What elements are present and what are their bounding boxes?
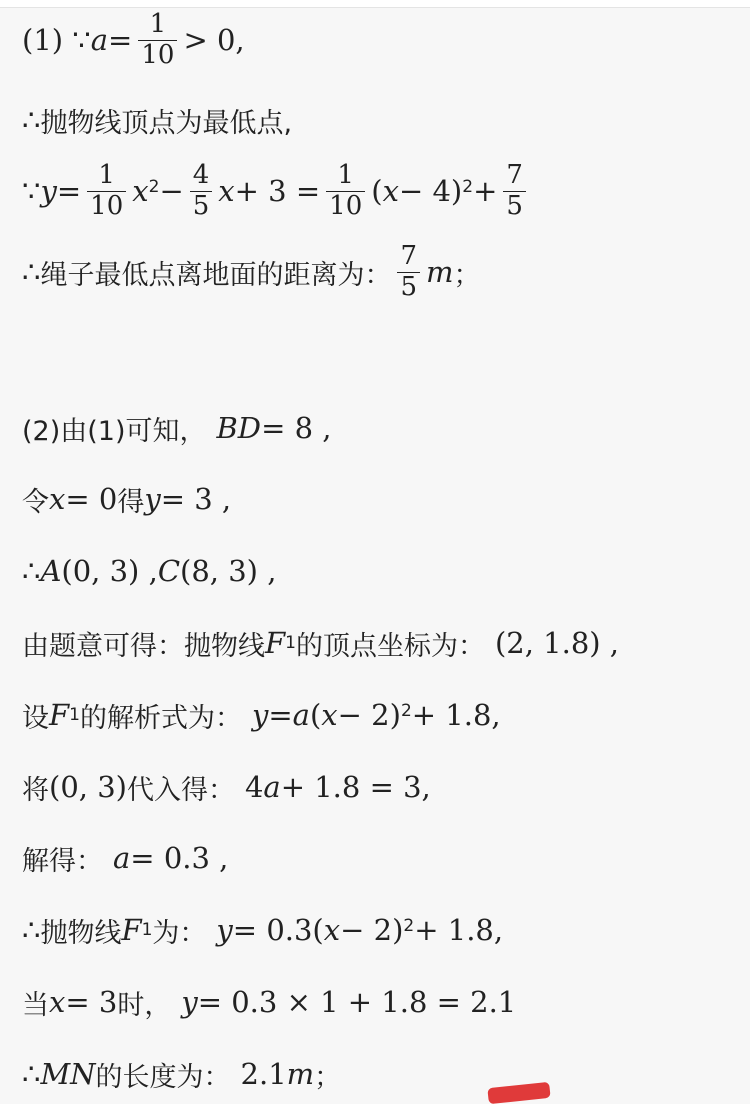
math-variable: m bbox=[286, 1057, 315, 1091]
math-text: = 3 bbox=[65, 985, 118, 1019]
math-text: ∴ bbox=[22, 1057, 41, 1091]
solution-line-p2-mn bbox=[22, 1052, 341, 1096]
superscript: 2 bbox=[400, 701, 412, 721]
math-variable: F bbox=[49, 698, 70, 732]
text-run: 代入得： bbox=[126, 774, 235, 806]
text-run: ； bbox=[453, 259, 481, 291]
superscript: 2 bbox=[462, 177, 474, 197]
math-text: = bbox=[56, 174, 82, 208]
solution-line-p2-f1-vertex bbox=[22, 621, 619, 665]
math-text: + 1.8, bbox=[414, 913, 504, 947]
superscript: 2 bbox=[148, 177, 160, 197]
solution-line-p2-substitute bbox=[22, 765, 431, 809]
text-run: 抛物线顶点为最低点, bbox=[40, 107, 293, 139]
text-run: 抛物线 bbox=[40, 917, 122, 949]
math-variable: y bbox=[216, 913, 233, 947]
red-highlight-mark bbox=[487, 1082, 550, 1104]
math-text: − bbox=[159, 174, 184, 208]
math-variable: x bbox=[321, 698, 338, 732]
fraction-denominator: 10 bbox=[90, 190, 124, 221]
math-variable: a bbox=[113, 841, 131, 875]
math-variable: MN bbox=[40, 1057, 96, 1091]
text-run: 解得： bbox=[22, 845, 103, 877]
top-divider bbox=[0, 0, 750, 8]
fraction bbox=[397, 242, 420, 303]
math-variable: x bbox=[218, 174, 235, 208]
fraction-numerator: 4 bbox=[192, 159, 210, 190]
text-run: 令 bbox=[22, 486, 49, 518]
subscript: 1 bbox=[285, 633, 296, 653]
text-run: 设 bbox=[22, 702, 49, 734]
superscript: 2 bbox=[403, 916, 415, 936]
math-text: = 0.3 × 1 + 1.8 = 2.1 bbox=[197, 985, 517, 1019]
fraction-denominator: 10 bbox=[329, 190, 363, 221]
fraction bbox=[326, 161, 365, 222]
text-run: ； bbox=[314, 1061, 342, 1093]
math-variable: y bbox=[144, 482, 161, 516]
solution-line-p1-vertex-form bbox=[22, 155, 532, 227]
subscript: 1 bbox=[69, 705, 80, 725]
math-variable: y bbox=[40, 174, 57, 208]
math-variable: x bbox=[132, 174, 149, 208]
solution-line-p2-f1-result bbox=[22, 907, 503, 953]
fraction-denominator: 5 bbox=[400, 271, 417, 302]
math-text: = 8 , bbox=[261, 411, 332, 445]
solution-line-p1-vertex-lowest bbox=[22, 98, 292, 142]
solution-line-p1-answer bbox=[22, 234, 481, 310]
math-text: 4 bbox=[244, 770, 264, 804]
math-text: (8, 3) , bbox=[180, 554, 277, 588]
math-text: (2, 1.8) , bbox=[494, 626, 620, 660]
fraction bbox=[87, 161, 126, 222]
text-run: (2)由(1)可知， bbox=[22, 415, 207, 447]
fraction bbox=[503, 161, 526, 222]
text-run: 将 bbox=[22, 774, 49, 806]
solution-line-p2-x3 bbox=[22, 980, 516, 1024]
math-variable: y bbox=[251, 698, 269, 732]
math-text: ∵ bbox=[22, 174, 41, 208]
math-variable: x bbox=[323, 913, 341, 947]
math-text: ( bbox=[309, 698, 322, 732]
math-variable: F bbox=[265, 626, 286, 660]
math-text: = bbox=[108, 23, 133, 57]
math-variable: y bbox=[181, 985, 198, 1019]
math-text: ∴ bbox=[22, 913, 41, 947]
text-run: 由题意可得：抛物线 bbox=[22, 630, 265, 662]
math-text: ∴ bbox=[22, 103, 41, 137]
math-variable: a bbox=[292, 698, 310, 732]
math-text: ( bbox=[371, 174, 383, 208]
math-variable: a bbox=[263, 770, 281, 804]
text-run: 的长度为： bbox=[95, 1061, 231, 1093]
math-variable: F bbox=[121, 913, 142, 947]
fraction-denominator: 10 bbox=[141, 39, 175, 70]
math-variable: x bbox=[382, 174, 399, 208]
math-text: − 4) bbox=[398, 174, 463, 208]
text-run: 的顶点坐标为： bbox=[295, 630, 485, 662]
text-run: 时， bbox=[117, 989, 172, 1021]
text-run: 的解析式为： bbox=[79, 702, 242, 734]
fraction-denominator: 5 bbox=[506, 190, 523, 221]
subscript: 1 bbox=[141, 920, 153, 940]
fraction-numerator: 1 bbox=[337, 159, 354, 190]
math-text: > 0, bbox=[183, 23, 245, 57]
math-text: + 3 = bbox=[234, 174, 321, 208]
math-text: = 3 , bbox=[160, 482, 232, 516]
math-variable: x bbox=[49, 482, 66, 516]
math-text: ∴ bbox=[22, 554, 41, 588]
math-text: − 2) bbox=[340, 913, 404, 947]
text-run: 绳子最低点离地面的距离为： bbox=[40, 259, 392, 291]
solution-line-p2-points-ac bbox=[22, 549, 276, 593]
fraction-numerator: 1 bbox=[98, 159, 115, 190]
fraction bbox=[138, 10, 177, 71]
fraction-numerator: 7 bbox=[506, 159, 523, 190]
solution-line-p2-f1-form bbox=[22, 692, 501, 738]
fraction-numerator: 1 bbox=[149, 8, 167, 39]
math-variable: m bbox=[426, 255, 454, 289]
math-text: − 2) bbox=[337, 698, 401, 732]
text-run: 得 bbox=[117, 486, 145, 518]
text-run: 当 bbox=[22, 989, 49, 1021]
math-variable: BD bbox=[216, 411, 262, 445]
math-text: + 1.8 = 3, bbox=[280, 770, 431, 804]
fraction-numerator: 7 bbox=[400, 240, 417, 271]
math-variable: x bbox=[49, 985, 66, 1019]
math-text: ∴ bbox=[22, 255, 41, 289]
math-text: (0, 3) bbox=[49, 770, 127, 804]
math-variable: C bbox=[157, 554, 181, 588]
math-text: = 0.3 , bbox=[130, 841, 229, 875]
math-text: + 1.8, bbox=[411, 698, 501, 732]
math-text: (1) ∵ bbox=[22, 23, 91, 57]
solution-line-p2-solve-a bbox=[22, 836, 228, 880]
math-text: = 0 bbox=[65, 482, 118, 516]
math-text: = 0.3( bbox=[232, 913, 324, 947]
fraction-denominator: 5 bbox=[192, 190, 210, 221]
solution-line-p1-given bbox=[22, 9, 245, 71]
math-text: (0, 3) , bbox=[61, 554, 158, 588]
text-run: 为： bbox=[152, 917, 207, 949]
fraction bbox=[190, 161, 213, 222]
solution-line-p2-let-x0 bbox=[22, 477, 231, 521]
math-variable: A bbox=[40, 554, 62, 588]
math-variable: a bbox=[90, 23, 109, 57]
solution-line-p2-bd bbox=[22, 406, 331, 450]
math-text: = bbox=[268, 698, 293, 732]
math-text: 2.1 bbox=[240, 1057, 287, 1091]
math-text: + bbox=[473, 174, 498, 208]
